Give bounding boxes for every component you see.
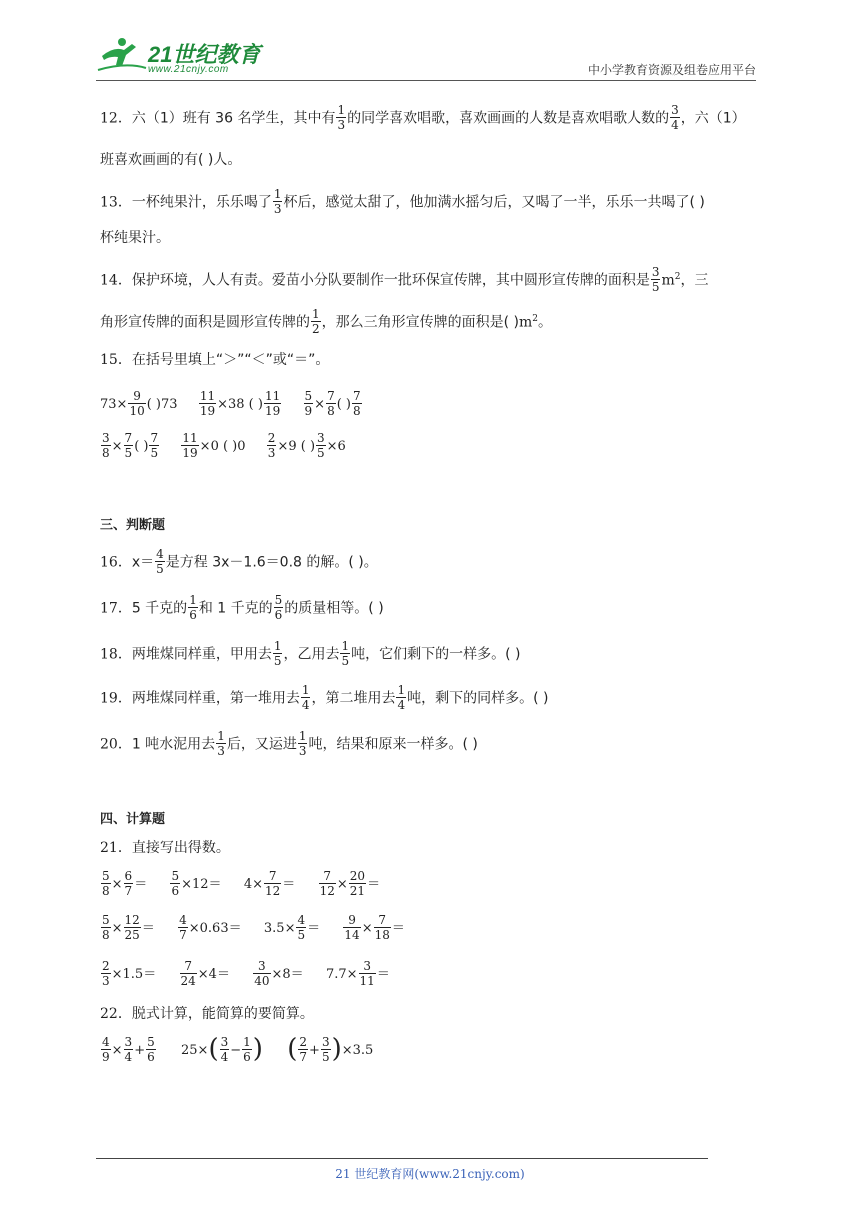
numerator: 5 <box>274 593 283 607</box>
numerator: 4 <box>179 913 187 927</box>
footer-text: 21 世纪教育网(www.21cnjy.com) <box>335 1167 525 1181</box>
denominator: 12 <box>319 884 335 898</box>
question-text: 5 千克的 <box>131 600 188 617</box>
denominator: 3 <box>267 446 276 460</box>
fraction <box>396 683 406 712</box>
numerator: 3 <box>651 265 660 279</box>
denominator: 4 <box>124 1050 133 1064</box>
denominator: 5 <box>150 446 159 460</box>
numerator: 1 <box>337 103 346 117</box>
unit: m <box>661 272 675 289</box>
fraction <box>124 869 134 898</box>
numerator: 6 <box>124 869 133 883</box>
numerator: 11 <box>199 389 216 403</box>
fraction <box>298 729 308 758</box>
question-17 <box>100 594 384 623</box>
numerator: 2 <box>102 959 110 973</box>
question-number: 17． <box>100 600 132 617</box>
denominator: 5 <box>156 562 164 576</box>
numerator: 7 <box>184 959 192 973</box>
numerator: 1 <box>243 1035 251 1049</box>
denominator: 12 <box>265 884 281 898</box>
numerator: 3 <box>258 959 266 973</box>
numerator: 1 <box>189 593 197 607</box>
denominator: 6 <box>274 608 283 622</box>
question-19 <box>100 684 548 713</box>
fraction <box>670 103 680 132</box>
numerator: 3 <box>317 431 325 445</box>
question-15-row2: $\frac{3}{8}$ × $\frac{7}{5}$ ( ) $\frac{7}{5}$ $\frac{11}{19}$ ×0 ( )0 $\frac{2}{3}$ ×9 ( ) $\frac{3}{5}$ ×6 <box>102 431 346 460</box>
denominator: 25 <box>124 928 140 942</box>
denominator: 9 <box>102 1050 110 1064</box>
footer-divider <box>96 1158 708 1159</box>
fraction <box>267 431 277 460</box>
unit: m <box>519 314 533 331</box>
question-text: 1 吨水泥用去 <box>131 736 216 753</box>
question-number: 16． <box>100 554 132 571</box>
expr-text: ( ) <box>336 397 351 412</box>
fraction <box>155 547 165 576</box>
expr-text: ×8＝ <box>271 967 304 982</box>
question-number: 19． <box>100 690 132 707</box>
section-title-calculation: 四、计算题 <box>100 812 166 827</box>
fraction <box>149 431 159 460</box>
fraction <box>170 869 180 898</box>
question-text: x＝ <box>131 554 155 571</box>
numerator: 9 <box>348 913 356 927</box>
question-number: 22． <box>100 1006 132 1022</box>
denominator: 4 <box>301 698 310 712</box>
numerator: 11 <box>264 389 281 403</box>
question-16 <box>100 548 378 577</box>
question-text: ，三 <box>680 272 709 289</box>
denominator: 4 <box>397 698 406 712</box>
fraction <box>101 913 111 942</box>
logo-text: 21世纪教育 <box>148 42 261 67</box>
denominator: 6 <box>243 1050 251 1064</box>
question-text: ，第二堆用去 <box>311 690 396 707</box>
question-text: 保护环境，人人有责。爱苗小分队要制作一批环保宣传牌，其中圆形宣传牌的面积是 <box>131 272 650 289</box>
fraction <box>124 1035 134 1064</box>
denominator: 24 <box>180 974 196 988</box>
fraction <box>304 389 314 418</box>
fraction <box>101 431 111 460</box>
fraction <box>349 869 366 898</box>
fraction <box>340 639 350 668</box>
question-text: 六（1）班有 36 名学生，其中有 <box>131 110 336 127</box>
fraction <box>352 389 362 418</box>
numerator: 1 <box>301 683 310 697</box>
question-text: 吨，剩下的同样多。( ) <box>407 690 549 707</box>
denominator: 4 <box>220 1050 229 1064</box>
calc-row-4: $\frac{4}{9}$ × $\frac{3}{4}$ + $\frac{5}{6}$ 25×( $\frac{3}{4}$ − $\frac{1}{6}$ ) ( $\frac{2}{7}$ + $\frac{3}{5}$ )×3.5 <box>102 1033 374 1064</box>
fraction <box>298 1035 308 1064</box>
numerator: 1 <box>273 187 282 201</box>
calc-row-3 <box>100 960 390 989</box>
operator: + <box>309 1043 320 1058</box>
numerator: 7 <box>327 389 335 403</box>
fraction <box>124 431 134 460</box>
fraction <box>216 729 226 758</box>
fraction <box>273 187 283 216</box>
denominator: 5 <box>651 280 660 294</box>
question-text: 一杯纯果汁，乐乐喝了 <box>131 194 272 211</box>
question-number: 18． <box>100 646 132 663</box>
question-text: ，那么三角形宣传牌的面积是( ) <box>321 314 520 331</box>
expr-text: ×38 ( ) <box>217 397 263 412</box>
denominator: 2 <box>312 322 320 336</box>
question-number: 15． <box>100 352 132 368</box>
fraction <box>321 1035 331 1064</box>
numerator: 9 <box>133 389 141 403</box>
fraction <box>264 389 281 418</box>
denominator: 3 <box>337 118 346 132</box>
fraction <box>146 1035 156 1064</box>
numerator: 7 <box>323 869 332 883</box>
question-15-row1: 73× $\frac{9}{10}$ ( )73 $\frac{11}{19}$ ×38 ( ) $\frac{11}{19}$ $\frac{5}{9}$ × $\frac{7}{8}$ ( ) $\frac{7}{8}$ <box>100 389 361 418</box>
denominator: 8 <box>327 404 335 418</box>
fraction <box>199 389 216 418</box>
question-text: 后，又运进 <box>226 736 297 753</box>
equals: ＝ <box>282 877 296 892</box>
question-12 <box>100 104 746 133</box>
fraction <box>301 683 311 712</box>
question-text: 吨，结果和原来一样多。( ) <box>308 736 478 753</box>
question-15 <box>100 350 329 370</box>
numerator: 1 <box>273 639 282 653</box>
question-text: 两堆煤同样重，甲用去 <box>131 646 272 663</box>
calc-row-2: $\frac{5}{8}$ × $\frac{12}{25}$ ＝ $\frac{4}{7}$ ×0.63＝ 3.5× $\frac{4}{5}$ ＝ $\frac{9}{14}$ × $\frac{7}{18}$ ＝ <box>102 913 405 942</box>
expr-text: ×12＝ <box>181 877 222 892</box>
question-12-line2: 班喜欢画画的有( )人。 <box>100 152 242 168</box>
expr-text: ×4＝ <box>197 967 230 982</box>
fraction <box>178 913 188 942</box>
operator: − <box>230 1043 242 1058</box>
question-text: ，六（1） <box>680 110 746 127</box>
denominator: 6 <box>147 1050 155 1064</box>
fraction <box>273 639 283 668</box>
expr-text: 7.7× <box>325 967 358 982</box>
fraction <box>336 103 346 132</box>
question-text: 直接写出得数。 <box>131 840 230 856</box>
denominator: 6 <box>189 608 197 622</box>
expr-text: ×6 <box>326 439 346 454</box>
expr-text: ×9 ( ) <box>277 439 316 454</box>
expr-text: ×1.5＝ <box>111 967 157 982</box>
denominator: 19 <box>264 404 281 418</box>
fraction <box>651 265 661 294</box>
fraction <box>311 307 321 336</box>
denominator: 8 <box>102 446 110 460</box>
left-paren: ( <box>287 1033 298 1064</box>
denominator: 5 <box>297 928 306 942</box>
question-number: 21． <box>100 840 132 856</box>
question-22 <box>100 1004 314 1024</box>
numerator: 1 <box>298 729 307 743</box>
expr-text: ×0 ( )0 <box>199 439 246 454</box>
fraction <box>274 593 284 622</box>
numerator: 5 <box>304 389 313 403</box>
numerator: 11 <box>182 431 198 445</box>
question-text: 。 <box>538 314 553 331</box>
denominator: 4 <box>671 118 679 132</box>
denominator: 5 <box>273 654 282 668</box>
unit-exponent: 2 <box>532 313 539 324</box>
numerator: 5 <box>102 913 110 927</box>
denominator: 3 <box>217 744 225 758</box>
fraction <box>128 389 145 418</box>
question-number: 12． <box>100 110 132 127</box>
header-divider <box>96 80 756 81</box>
calc-row-1: $\frac{5}{8}$ × $\frac{6}{7}$ ＝ $\frac{5}{6}$ ×12＝ 4× $\frac{7}{12}$ ＝ $\frac{7}{12}$ × $\frac{20}{21}$ ＝ <box>102 869 381 898</box>
fraction <box>220 1035 230 1064</box>
numerator: 2 <box>299 1035 308 1049</box>
expr-text: 25× <box>181 1043 209 1058</box>
denominator: 3 <box>273 202 282 216</box>
unit-exponent: 2 <box>674 271 681 282</box>
fraction <box>124 913 141 942</box>
expr-text: ×0.63＝ <box>188 921 242 936</box>
right-paren: ) <box>331 1033 342 1064</box>
numerator: 3 <box>321 1035 330 1049</box>
numerator: 7 <box>352 389 361 403</box>
question-number: 14． <box>100 272 132 289</box>
section-title-judgement: 三、判断题 <box>100 518 166 533</box>
question-text: 是方程 3x－1.6＝0.8 的解。( )。 <box>165 554 378 571</box>
question-text: 的质量相等。( ) <box>284 600 384 617</box>
question-14-line2 <box>100 308 552 337</box>
denominator: 19 <box>199 404 216 418</box>
fraction <box>181 431 198 460</box>
expr-text: 73× <box>100 397 128 412</box>
denominator: 19 <box>182 446 198 460</box>
denominator: 8 <box>352 404 361 418</box>
question-text: 和 1 千克的 <box>198 600 273 617</box>
numerator: 7 <box>378 913 387 927</box>
numerator: 7 <box>268 869 277 883</box>
denominator: 5 <box>124 446 133 460</box>
fraction <box>101 1035 111 1064</box>
denominator: 8 <box>102 928 110 942</box>
numerator: 1 <box>341 639 350 653</box>
numerator: 7 <box>150 431 159 445</box>
equals: ＝ <box>307 921 321 936</box>
fraction <box>343 913 360 942</box>
numerator: 3 <box>220 1035 229 1049</box>
numerator: 4 <box>156 547 164 561</box>
fraction <box>264 869 281 898</box>
numerator: 3 <box>102 431 110 445</box>
numerator: 5 <box>102 869 110 883</box>
equals: ＝ <box>367 877 381 892</box>
question-18 <box>100 640 520 669</box>
question-13 <box>100 188 705 217</box>
question-text: ，乙用去 <box>283 646 340 663</box>
denominator: 11 <box>359 974 375 988</box>
question-20 <box>100 730 478 759</box>
denominator: 8 <box>102 884 110 898</box>
denominator: 21 <box>349 884 366 898</box>
numerator: 1 <box>397 683 406 697</box>
numerator: 2 <box>267 431 276 445</box>
question-text: 两堆煤同样重，第一堆用去 <box>131 690 300 707</box>
denominator: 40 <box>254 974 270 988</box>
equals: ＝ <box>134 877 148 892</box>
fraction <box>101 869 111 898</box>
right-paren: ) <box>252 1033 263 1064</box>
numerator: 5 <box>147 1035 155 1049</box>
equals: ＝ <box>391 921 405 936</box>
fraction <box>101 959 111 988</box>
logo-url: www.21cnjy.com <box>148 64 229 75</box>
numerator: 7 <box>124 431 133 445</box>
question-text: 角形宣传牌的面积是圆形宣传牌的 <box>100 314 310 331</box>
numerator: 3 <box>671 103 679 117</box>
numerator: 5 <box>171 869 180 883</box>
equals: ＝ <box>141 921 155 936</box>
fraction <box>188 593 198 622</box>
question-text: 杯后，感觉太甜了，他加满水摇匀后，又喝了一半，乐乐一共喝了( ) <box>283 194 705 211</box>
fraction <box>296 913 306 942</box>
header-platform-text: 中小学教育资源及组卷应用平台 <box>587 63 756 77</box>
question-text: 脱式计算，能简算的要简算。 <box>131 1006 314 1022</box>
question-text: 的同学喜欢唱歌，喜欢画画的人数是喜欢唱歌人数的 <box>347 110 670 127</box>
denominator: 14 <box>344 928 360 942</box>
numerator: 3 <box>363 959 371 973</box>
question-text: 吨，它们剩下的一样多。( ) <box>351 646 521 663</box>
denominator: 6 <box>171 884 180 898</box>
fraction <box>326 389 336 418</box>
denominator: 5 <box>317 446 325 460</box>
denominator: 9 <box>304 404 313 418</box>
fraction <box>374 913 391 942</box>
numerator: 20 <box>349 869 366 883</box>
question-21 <box>100 838 230 858</box>
expr-text: ( )73 <box>146 397 178 412</box>
question-number: 20． <box>100 736 132 753</box>
fraction <box>316 431 326 460</box>
operator: + <box>134 1043 146 1058</box>
fraction <box>242 1035 252 1064</box>
numerator: 1 <box>217 729 225 743</box>
denominator: 10 <box>129 404 145 418</box>
expr-text: ( ) <box>134 439 149 454</box>
equals: ＝ <box>376 967 390 982</box>
question-text: 在括号里填上“＞”“＜”或“＝”。 <box>131 352 330 368</box>
denominator: 3 <box>102 974 110 988</box>
question-number: 13． <box>100 194 132 211</box>
numerator: 4 <box>102 1035 110 1049</box>
numerator: 1 <box>312 307 320 321</box>
expr-text: ×3.5 <box>341 1043 374 1058</box>
denominator: 5 <box>321 1050 330 1064</box>
numerator: 12 <box>124 913 140 927</box>
denominator: 3 <box>298 744 307 758</box>
expr-text: 3.5× <box>263 921 296 936</box>
denominator: 7 <box>299 1050 308 1064</box>
fraction <box>180 959 197 988</box>
fraction <box>253 959 270 988</box>
fraction <box>319 869 336 898</box>
numerator: 4 <box>297 913 306 927</box>
fraction <box>359 959 376 988</box>
question-13-line2: 杯纯果汁。 <box>100 230 170 246</box>
left-paren: ( <box>208 1033 219 1064</box>
denominator: 7 <box>179 928 187 942</box>
expr-text: 4× <box>243 877 264 892</box>
numerator: 3 <box>124 1035 133 1049</box>
denominator: 5 <box>341 654 350 668</box>
denominator: 7 <box>124 884 133 898</box>
denominator: 18 <box>374 928 390 942</box>
question-14 <box>100 266 708 295</box>
